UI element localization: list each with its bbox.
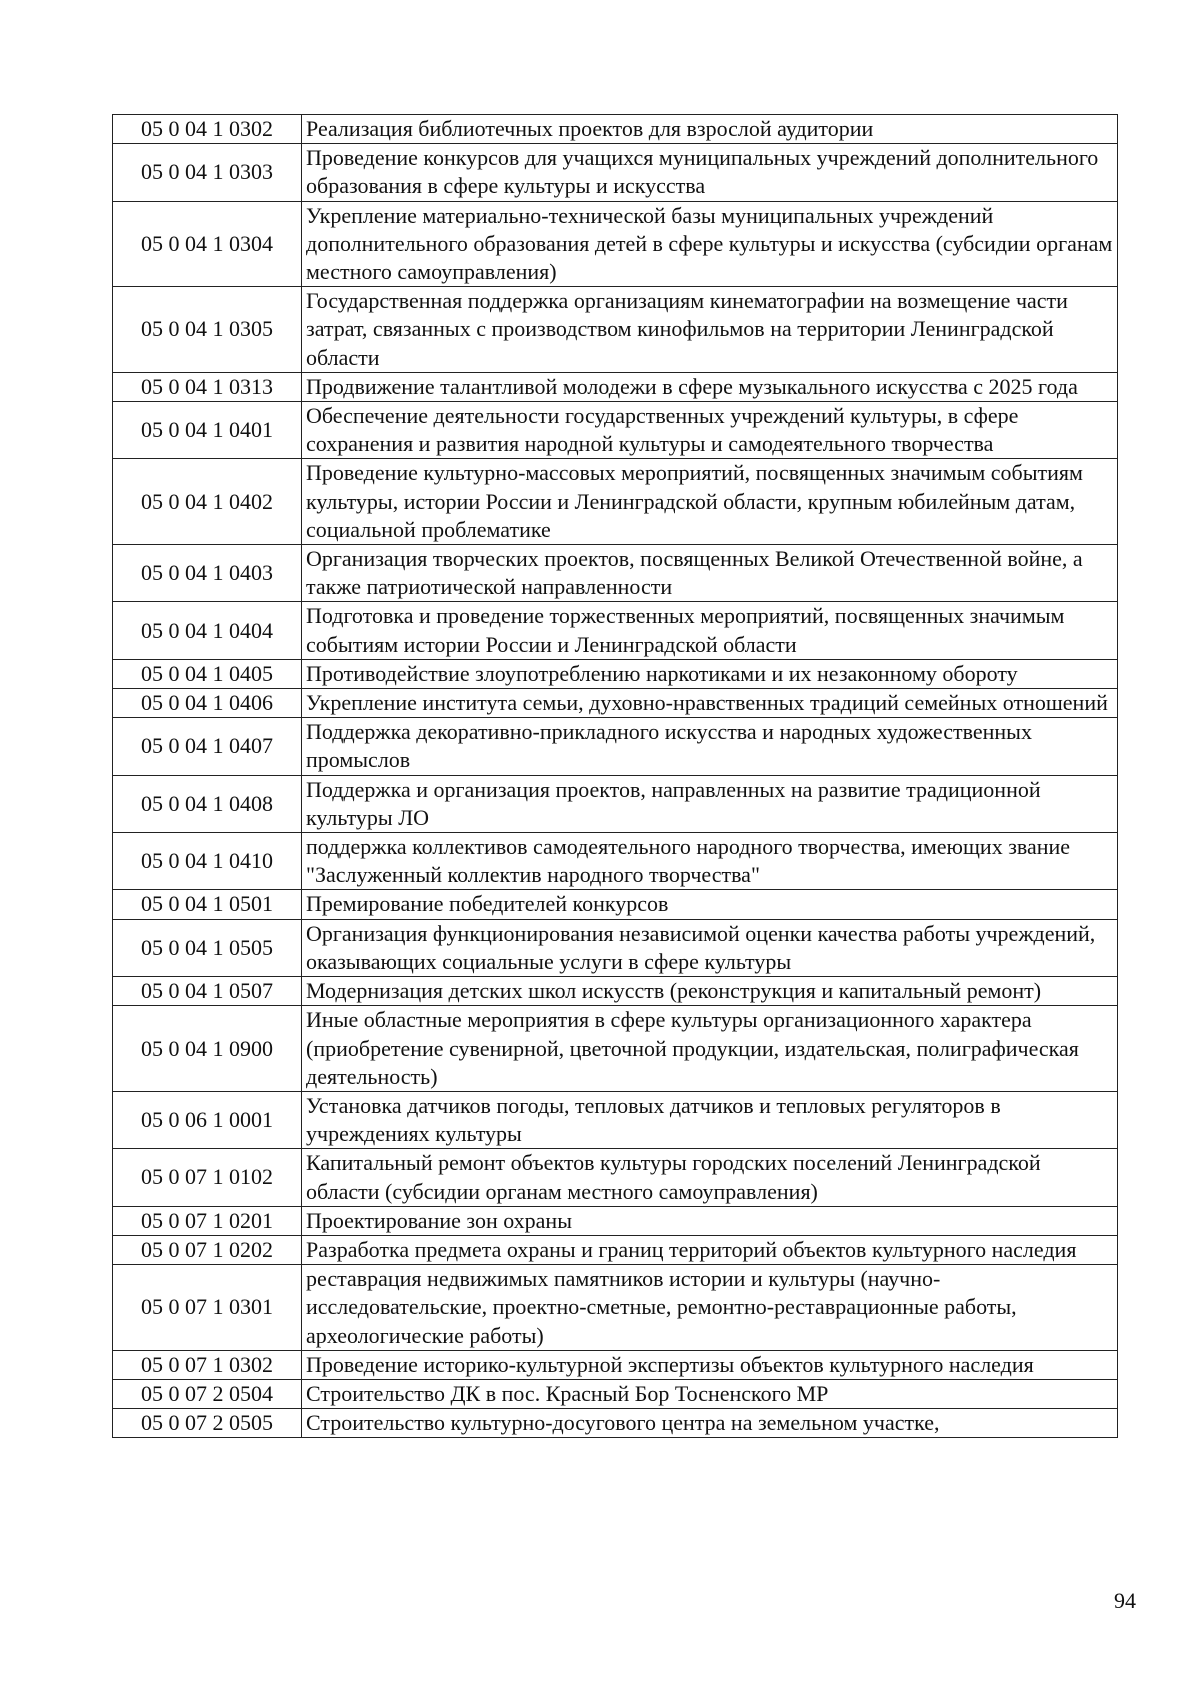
description-cell: реставрация недвижимых памятников истории и культуры (научно-исследовательские, проектно-сметные, ремонтно-реставрационные работы, археологические работы)	[302, 1265, 1118, 1351]
table-row	[113, 919, 1118, 976]
description-cell: Обеспечение деятельности государственных учреждений культуры, в сфере сохранения и развития народной культуры и самодеятельного творчества	[302, 402, 1118, 459]
table-row	[113, 1091, 1118, 1148]
description-cell: Проведение историко-культурной экспертизы объектов культурного наследия	[302, 1350, 1118, 1379]
code-cell: 05 0 04 1 0408	[113, 775, 302, 832]
table-row	[113, 1379, 1118, 1408]
code-cell: 05 0 04 1 0507	[113, 977, 302, 1006]
page-number: 94	[1114, 1588, 1136, 1613]
description-cell: Продвижение талантливой молодежи в сфере музыкального искусства с 2025 года	[302, 372, 1118, 401]
description-cell: Подготовка и проведение торжественных мероприятий, посвященных значимым событиям истории России и Ленинградской области	[302, 602, 1118, 659]
description-cell: Укрепление института семьи, духовно-нравственных традиций семейных отношений	[302, 689, 1118, 718]
code-cell: 05 0 04 1 0401	[113, 402, 302, 459]
table-row	[113, 372, 1118, 401]
code-cell: 05 0 06 1 0001	[113, 1091, 302, 1148]
code-cell: 05 0 04 1 0900	[113, 1006, 302, 1092]
table-row	[113, 402, 1118, 459]
description-cell: Реализация библиотечных проектов для взрослой аудитории	[302, 115, 1118, 144]
table-row	[113, 459, 1118, 545]
description-cell: Организация функционирования независимой оценки качества работы учреждений, оказывающих социальные услуги в сфере культуры	[302, 919, 1118, 976]
code-cell: 05 0 04 1 0302	[113, 115, 302, 144]
description-cell: Строительство ДК в пос. Красный Бор Тосненского МР	[302, 1379, 1118, 1408]
code-cell: 05 0 04 1 0304	[113, 201, 302, 287]
table-row	[113, 1006, 1118, 1092]
code-cell: 05 0 07 1 0102	[113, 1149, 302, 1206]
description-cell: Проектирование зон охраны	[302, 1206, 1118, 1235]
table-row	[113, 775, 1118, 832]
description-cell: Иные областные мероприятия в сфере культуры организационного характера (приобретение сувенирной, цветочной продукции, издательская, полиграфическая деятельность)	[302, 1006, 1118, 1092]
description-cell: Поддержка декоративно-прикладного искусства и народных художественных промыслов	[302, 718, 1118, 775]
table-row	[113, 1206, 1118, 1235]
table-row	[113, 659, 1118, 688]
description-cell: Установка датчиков погоды, тепловых датчиков и тепловых регуляторов в учреждениях культуры	[302, 1091, 1118, 1148]
code-cell: 05 0 07 1 0202	[113, 1235, 302, 1264]
table-row	[113, 1149, 1118, 1206]
description-cell: Противодействие злоупотреблению наркотиками и их незаконному обороту	[302, 659, 1118, 688]
code-cell: 05 0 07 1 0201	[113, 1206, 302, 1235]
code-cell: 05 0 04 1 0303	[113, 144, 302, 201]
description-cell: Капитальный ремонт объектов культуры городских поселений Ленинградской области (субсидии органам местного самоуправления)	[302, 1149, 1118, 1206]
description-cell: поддержка коллективов самодеятельного народного творчества, имеющих звание "Заслуженный коллектив народного творчества"	[302, 833, 1118, 890]
table-row	[113, 1409, 1118, 1438]
code-cell: 05 0 04 1 0403	[113, 545, 302, 602]
description-cell: Проведение культурно-массовых мероприятий, посвященных значимым событиям культуры, истории России и Ленинградской области, крупным юбилейным датам, социальной проблематике	[302, 459, 1118, 545]
table-body	[113, 115, 1118, 1438]
table-row	[113, 977, 1118, 1006]
code-cell: 05 0 04 1 0406	[113, 689, 302, 718]
budget-codes-table	[112, 114, 1118, 1438]
code-cell: 05 0 07 2 0505	[113, 1409, 302, 1438]
code-cell: 05 0 04 1 0505	[113, 919, 302, 976]
description-cell: Строительство культурно-досугового центра на земельном участке,	[302, 1409, 1118, 1438]
code-cell: 05 0 04 1 0405	[113, 659, 302, 688]
table-row	[113, 689, 1118, 718]
code-cell: 05 0 04 1 0313	[113, 372, 302, 401]
table-row	[113, 833, 1118, 890]
code-cell: 05 0 04 1 0407	[113, 718, 302, 775]
code-cell: 05 0 04 1 0402	[113, 459, 302, 545]
code-cell: 05 0 07 1 0302	[113, 1350, 302, 1379]
table-row	[113, 144, 1118, 201]
description-cell: Организация творческих проектов, посвященных Великой Отечественной войне, а также патриотической направленности	[302, 545, 1118, 602]
description-cell: Поддержка и организация проектов, направленных на развитие традиционной культуры ЛО	[302, 775, 1118, 832]
table-row	[113, 890, 1118, 919]
description-cell: Разработка предмета охраны и границ территорий объектов культурного наследия	[302, 1235, 1118, 1264]
table-row	[113, 1235, 1118, 1264]
description-cell: Проведение конкурсов для учащихся муниципальных учреждений дополнительного образования в сфере культуры и искусства	[302, 144, 1118, 201]
code-cell: 05 0 07 1 0301	[113, 1265, 302, 1351]
code-cell: 05 0 04 1 0305	[113, 287, 302, 373]
code-cell: 05 0 04 1 0404	[113, 602, 302, 659]
code-cell: 05 0 07 2 0504	[113, 1379, 302, 1408]
description-cell: Премирование победителей конкурсов	[302, 890, 1118, 919]
table-row	[113, 115, 1118, 144]
table-row	[113, 1350, 1118, 1379]
table-row	[113, 718, 1118, 775]
description-cell: Модернизация детских школ искусств (реконструкция и капитальный ремонт)	[302, 977, 1118, 1006]
description-cell: Укрепление материально-технической базы муниципальных учреждений дополнительного образования детей в сфере культуры и искусства (субсидии органам местного самоуправления)	[302, 201, 1118, 287]
table-row	[113, 201, 1118, 287]
code-cell: 05 0 04 1 0501	[113, 890, 302, 919]
table-row	[113, 602, 1118, 659]
table-row	[113, 1265, 1118, 1351]
table-row	[113, 545, 1118, 602]
table-row	[113, 287, 1118, 373]
code-cell: 05 0 04 1 0410	[113, 833, 302, 890]
description-cell: Государственная поддержка организациям кинематографии на возмещение части затрат, связанных с производством кинофильмов на территории Ленинградской области	[302, 287, 1118, 373]
